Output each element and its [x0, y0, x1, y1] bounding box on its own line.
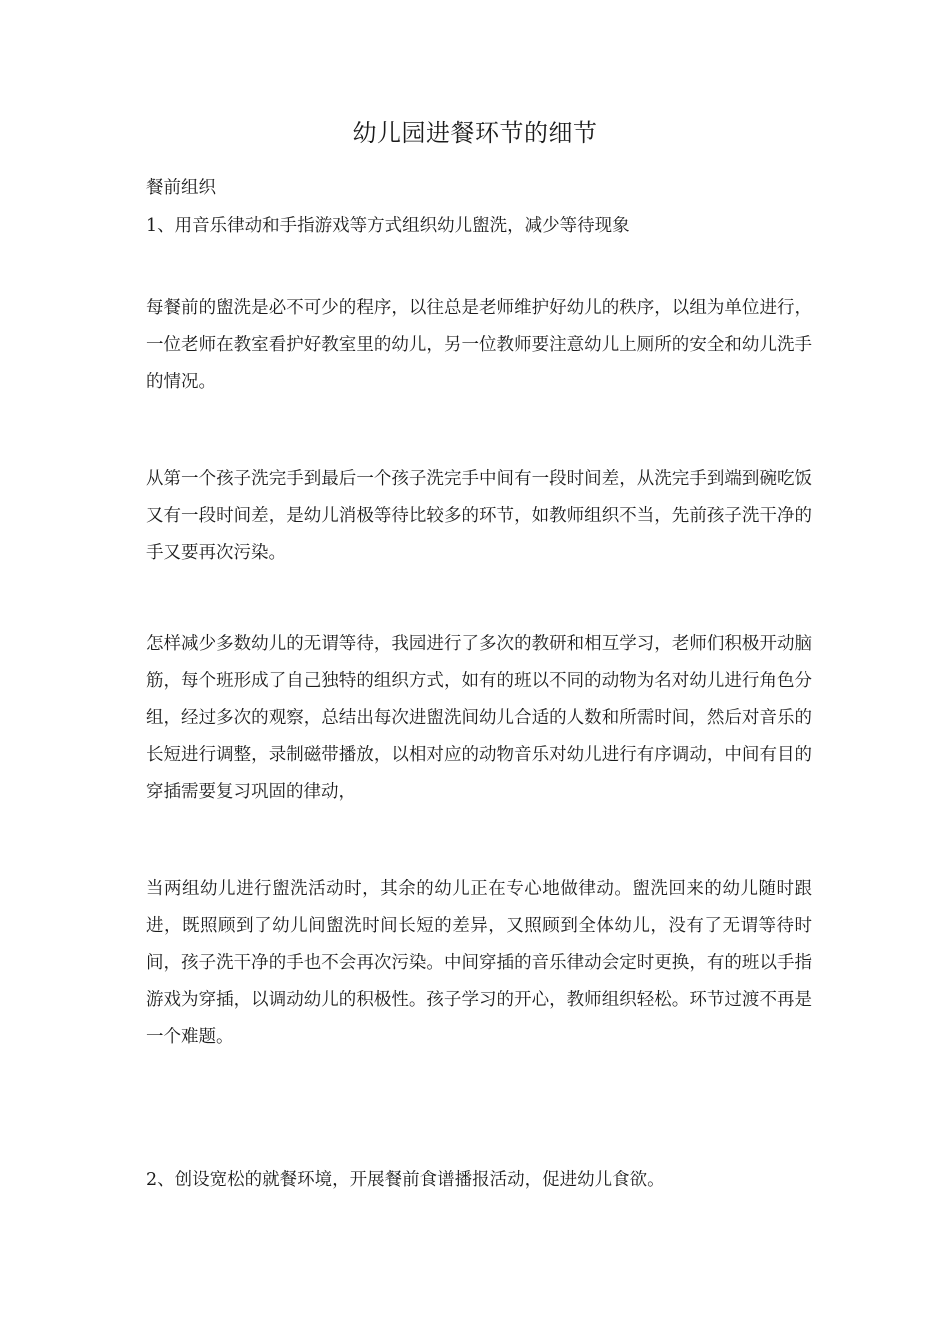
paragraph-4: 当两组幼儿进行盥洗活动时，其余的幼儿正在专心地做律动。盥洗回来的幼儿随时跟进，既照顾到了幼儿间盥洗时间长短的差异，又照顾到全体幼儿，没有了无谓等待时间，孩子洗干净的手也不会再次污染。中间穿插的音乐律动会定时更换，有的班以手指游戏为穿插，以调动幼儿的积极性。孩子学习的开心，教师组织轻松。环节过渡不再是一个难题。 [146, 879, 812, 1047]
list-item-1: 1、用音乐律动和手指游戏等方式组织幼儿盥洗，减少等待现象 [146, 216, 630, 236]
list-item-2: 2、创设宽松的就餐环境，开展餐前食谱播报活动，促进幼儿食欲。 [146, 1170, 665, 1190]
paragraph-1: 每餐前的盥洗是必不可少的程序，以往总是老师维护好幼儿的秩序，以组为单位进行，一位老师在教室看护好教室里的幼儿，另一位教师要注意幼儿上厕所的安全和幼儿洗手的情况。 [146, 298, 812, 392]
paragraph-2: 从第一个孩子洗完手到最后一个孩子洗完手中间有一段时间差，从洗完手到端到碗吃饭又有一段时间差，是幼儿消极等待比较多的环节，如教师组织不当，先前孩子洗干净的手又要再次污染。 [146, 469, 812, 563]
paragraph-3: 怎样减少多数幼儿的无谓等待，我园进行了多次的教研和相互学习，老师们积极开动脑筋，每个班形成了自己独特的组织方式，如有的班以不同的动物为名对幼儿进行角色分组，经过多次的观察，总结出每次进盥洗间幼儿合适的人数和所需时间，然后对音乐的长短进行调整，录制磁带播放，以相对应的动物音乐对幼儿进行有序调动，中间有目的穿插需要复习巩固的律动， [146, 634, 812, 802]
document-title: 幼儿园进餐环节的细节 [352, 119, 598, 147]
section-heading: 餐前组织 [146, 178, 216, 198]
